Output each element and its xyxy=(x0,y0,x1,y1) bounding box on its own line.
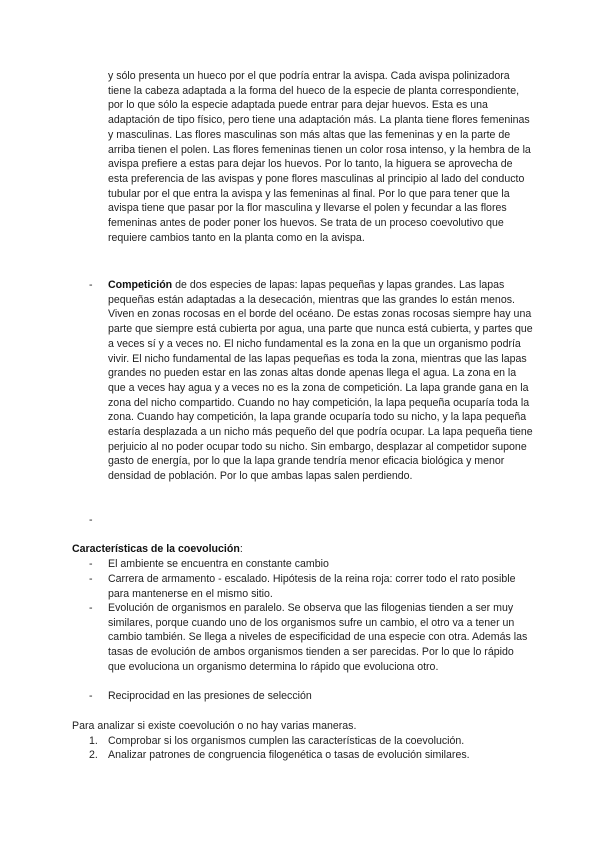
bullet-dash: - xyxy=(89,690,93,702)
competition-text xyxy=(108,278,533,484)
characteristic-text: Evolución de organismos en paralelo. Se observa que las filogenias tienden a ser muy similares, porque cuando uno de los organismos sufre un cambio, el otro va a tener un cambio también. Se llega a niveles de especificidad de una especie con otra. Además las tasas de evolución de ambos organismos tienden a ser parecidas. Por lo que lo rápido que evoluciona un organismo determina lo rápido que evoluciona otro. xyxy=(108,602,528,673)
pollination-paragraph: y sólo presenta un hueco por el que podría entrar la avispa. Cada avispa polinizadora tiene la cabeza adaptada a la forma del hueco de la especie de planta correspondiente, por lo que sólo la especie adaptada puede entrar para dejar huevos. Esta es una adaptación de tipo físico, pero tiene una adaptación más. La planta tiene flores femeninas y masculinas. Las flores masculinas son más altas que las femeninas y en la parte de arriba tienen el polen. Las flores femeninas tienen un color rosa intenso, y la hembra de la avispa prefiere a estas para dejar los huevos. Por lo tanto, la higuera se aprovecha de esta preferencia de las avispas y pone flores masculinas al principio al lado del conducto tubular por el que entra la avispa y las femeninas al final. Por lo que para tener que la avispa tiene que pasar por la flor masculina y llevarse el polen y fecundar a las flores femeninas antes de poder poner los huevos. Se trata de un proceso coevolutivo que requiere cambios tanto en la planta como en la avispa. xyxy=(108,70,531,244)
step-number: 2. xyxy=(89,749,98,761)
characteristics-heading-colon: : xyxy=(239,543,243,555)
competition-term: Competición xyxy=(108,279,173,291)
competition-description: de dos especies de lapas: lapas pequeñas y lapas grandes. Las lapas pequeñas están adaptadas a la desecación, mientras que las grandes lo están menos. Viven en zonas rocosas en el borde del océano. De estas zonas rocosas siempre hay una parte que siempre está cubierta por agua, una parte que nunca está cubierta, y partes que a veces sí y a veces no. El nicho fundamental es la zona en la que un organismo podría vivir. El nicho fundamental de las lapas pequeñas es toda la zona, mientras que las lapas grandes no pueden estar en las zonas altas donde apenas llega el agua. La zona en la que a veces hay agua y a veces no es la zona de competición. La lapa grande gana en la zona del nicho compartido. Cuando no hay competición, la lapa pequeña ocuparía toda la zona. Cuando hay competición, la lapa grande ocuparía todo su nicho, y la lapa pequeña estaría desplazada a un nicho más pequeño del que podría ocupar. La lapa pequeña tiene perjuicio al no poder ocupar todo su nicho. Sin embargo, desplazar al competidor supone gasto de energía, por lo que la lapa grande tendría menor eficacia biológica y menor densidad de población. Por lo que ambas lapas salen perdiendo. xyxy=(108,279,533,483)
bullet-dash: - xyxy=(89,602,93,614)
step-text: Analizar patrones de congruencia filogenética o tasas de evolución similares. xyxy=(108,749,470,761)
characteristic-text: El ambiente se encuentra en constante cambio xyxy=(108,558,329,570)
characteristics-heading xyxy=(72,542,532,557)
bullet-dash: - xyxy=(89,279,93,291)
characteristic-text: Carrera de armamento - escalado. Hipótesis de la reina roja: correr todo el rato posible para mantenerse en el mismo sitio. xyxy=(108,573,516,600)
step-text: Comprobar si los organismos cumplen las características de la coevolución. xyxy=(108,735,465,747)
characteristics-heading-text: Características de la coevolución xyxy=(72,543,240,555)
bullet-dash: - xyxy=(89,514,93,526)
step-number: 1. xyxy=(89,735,98,747)
bullet-dash: - xyxy=(89,558,93,570)
bullet-dash: - xyxy=(89,573,93,585)
analysis-intro: Para analizar si existe coevolución o no hay varias maneras. xyxy=(72,720,357,732)
characteristic-text: Reciprocidad en las presiones de selección xyxy=(108,690,312,702)
